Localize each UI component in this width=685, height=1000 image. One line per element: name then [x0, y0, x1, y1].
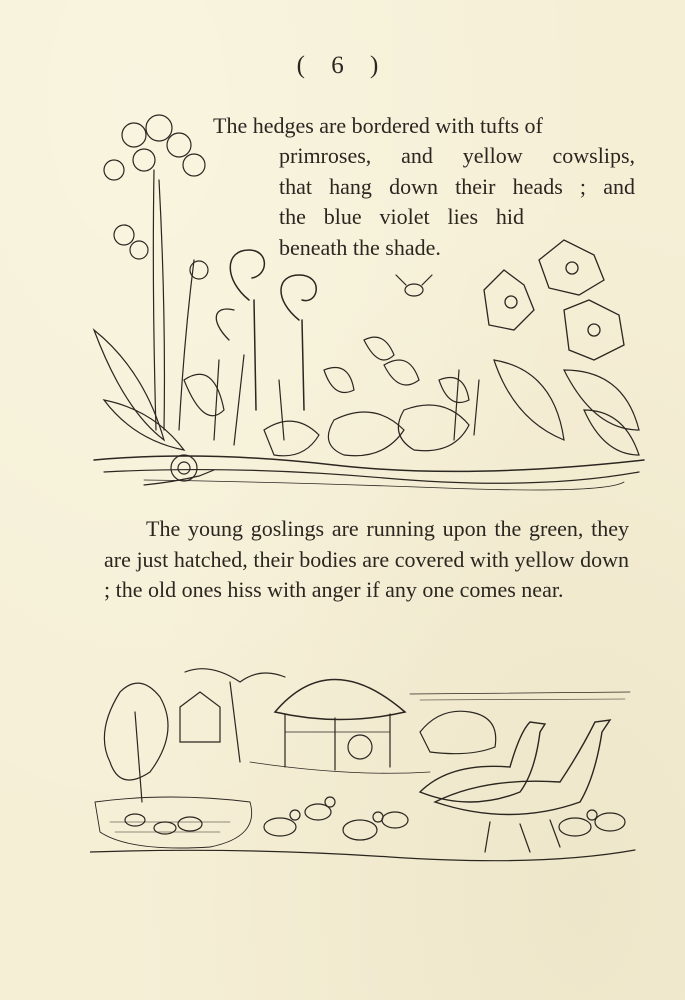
page-number: ( 6 )	[296, 52, 389, 79]
geese-engraving	[90, 652, 640, 867]
paragraph-1-line-3: that hang down their heads ; and	[279, 173, 635, 199]
paragraph-1-line-2: primroses, and yellow cowslips,	[279, 143, 635, 168]
paragraph-1-line-4: the blue violet lies hid	[279, 204, 524, 229]
paragraph-1-line-5: beneath the shade.	[279, 234, 441, 260]
paragraph-2: The young goslings are running upon the green, they are just hatched, their bodies are covered with yellow down ; the old ones hiss with anger if any one comes near.	[104, 516, 629, 602]
flower-engraving	[84, 110, 649, 495]
paragraph-1-line-1: The hedges are bordered with tufts of	[213, 113, 543, 138]
